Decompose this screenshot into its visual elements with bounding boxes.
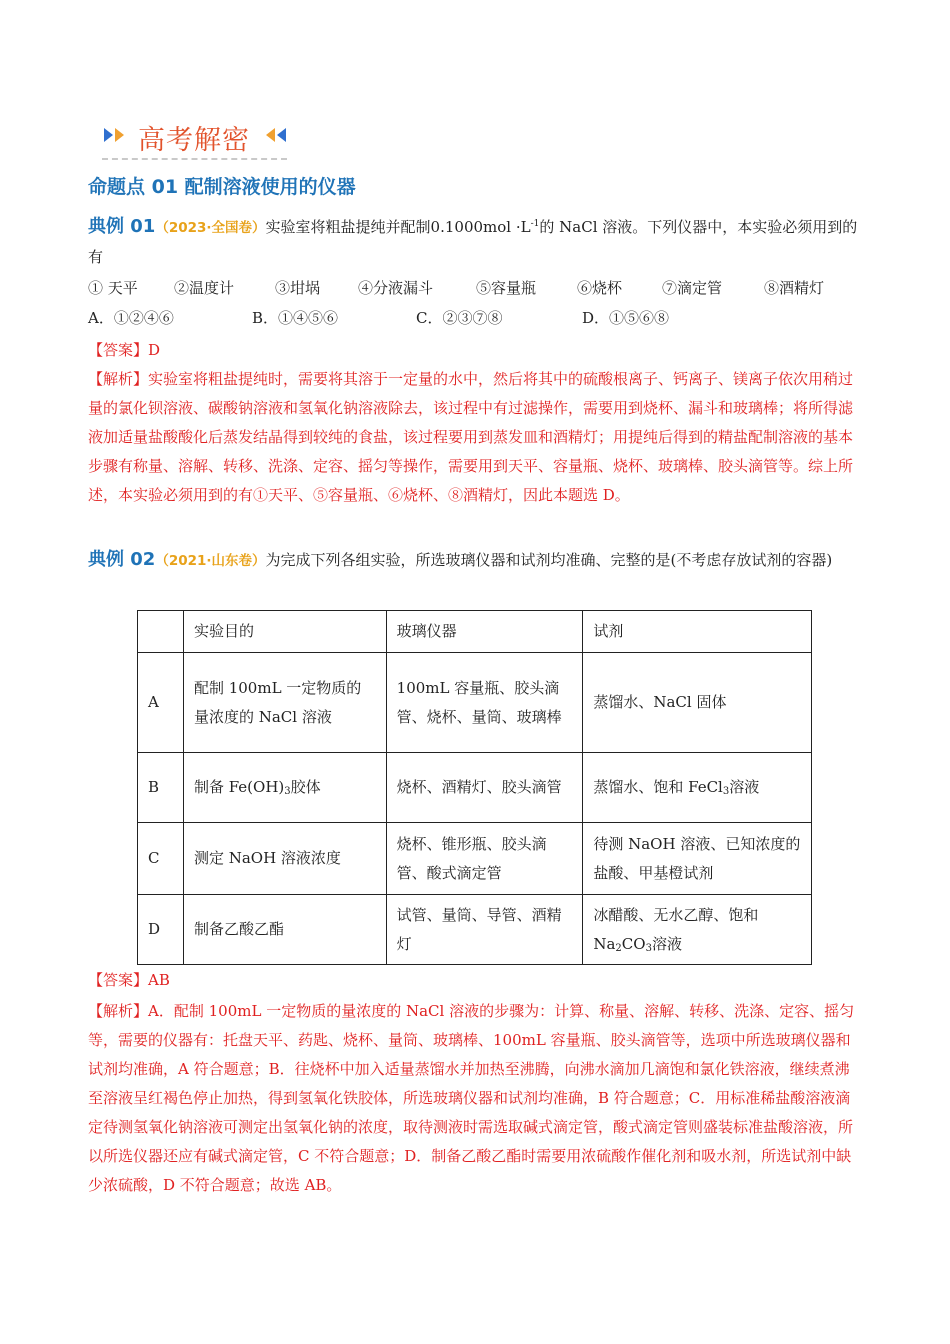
analysis-text: 实验室将粗盐提纯时，需要将其溶于一定量的水中，然后将其中的硫酸根离子、钙离子、镁离子依次用稍过量的氯化钡溶液、碳酸钠溶液和氢氧化钠溶液除去，该过程中有过滤操作，需要用到烧杯、漏斗和玻璃棒；将所得滤液加适量盐酸酸化后蒸发结晶得到较纯的食盐，该过程要用到蒸发皿和酒精灯；用提纯后得到的精盐配制溶液的基本步骤有称量、溶解、转移、洗涤、定容、摇匀等操作，需要用到天平、容量瓶、烧杯、玻璃棒、胶头滴管等。综上所述，本实验必须用到的有①天平、⑤容量瓶、⑥烧杯、⑧酒精灯，因此本题选 D。 — [88, 370, 854, 504]
cell-subscript: 3 — [284, 786, 291, 797]
table-header: 试剂 — [583, 611, 812, 653]
cell-text: 溶液 — [729, 778, 760, 796]
table-cell: C — [138, 823, 184, 895]
table-cell: 烧杯、酒精灯、胶头滴管 — [386, 753, 583, 823]
answer-label: 【答案】 — [88, 971, 149, 989]
cell-text: 蒸馏水、饱和 FeCl — [593, 778, 723, 796]
table-cell: D — [138, 895, 184, 965]
double-right-arrow-icon — [102, 126, 130, 148]
table-row — [138, 753, 812, 823]
banner-divider — [102, 158, 287, 160]
choice-item: A．①②④⑥ — [88, 309, 174, 327]
double-left-arrow-icon — [264, 126, 292, 148]
table-cell: 制备乙酸乙酯 — [183, 895, 386, 965]
example-2-text: 为完成下列各组实验，所选玻璃仪器和试剂均准确、完整的是(不考虑存放试剂的容器) — [265, 551, 833, 569]
example-1-text-a: 实验室将粗盐提纯并配制 — [265, 218, 431, 236]
table-cell — [183, 753, 386, 823]
option-item: ⑥烧杯 — [577, 279, 623, 297]
cell-text: 溶液 — [651, 934, 682, 953]
analysis-label: 【解析】 — [88, 370, 149, 388]
analysis-label: 【解析】 — [88, 1002, 149, 1020]
answer-label: 【答案】 — [88, 341, 149, 359]
table-row — [138, 653, 812, 753]
choice-item: D．①⑤⑥⑧ — [582, 309, 670, 327]
cell-subscript: 3 — [645, 942, 652, 954]
example-1-concentration: 0.1000mol ·L — [430, 218, 531, 236]
table-cell: A — [138, 653, 184, 753]
example-1-choices — [88, 307, 868, 331]
experiment-table — [137, 610, 812, 965]
example-2-label: 典例 02 — [88, 549, 156, 570]
example-2-question — [88, 545, 863, 576]
table-cell — [583, 753, 812, 823]
answer-value: D — [148, 341, 161, 359]
analysis-text: A．配制 100mL 一定物质的量浓度的 NaCl 溶液的步骤为：计算、称量、溶解、转移、洗涤、定容、摇匀等，需要的仪器有：托盘天平、药匙、烧杯、量筒、玻璃棒、100mL 容量瓶、胶头滴管等，选项中所选玻璃仪器和试剂均准确，A 符合题意；B．往烧杯中加入适量蒸馏水并加热至沸腾，向沸水滴加几滴饱和氯化铁溶液，继续煮沸至溶液呈红褐色停止加热，得到氢氧化铁胶体，所选玻璃仪器和试剂均准确，B 符合题意；C．用标准稀盐酸溶液滴定待测氢氧化钠溶液可测定出氢氧化钠的浓度，取待测液时需选取碱式滴定管，酸式滴定管则盛装标准盐酸溶液，所以所选仪器还应有碱式滴定管，C 不符合题意；D．制备乙酸乙酯时需要用浓硫酸作催化剂和吸水剂，所选试剂中缺少浓硫酸，D 不符合题意；故选 AB。 — [88, 1002, 855, 1194]
table-cell: B — [138, 753, 184, 823]
example-2-analysis — [88, 997, 863, 1200]
table-header: 玻璃仪器 — [386, 611, 583, 653]
section-banner — [102, 118, 287, 160]
cell-text: CO — [621, 934, 646, 953]
table-header — [138, 611, 184, 653]
option-item: ②温度计 — [174, 279, 235, 297]
option-item: ① 天平 — [88, 279, 138, 297]
table-row — [138, 823, 812, 895]
option-item: ④分液漏斗 — [358, 279, 434, 297]
option-item: ③坩埚 — [275, 279, 321, 297]
table-cell: 100mL 容量瓶、胶头滴管、烧杯、量筒、玻璃棒 — [386, 653, 583, 753]
choice-item: B．①④⑤⑥ — [252, 309, 339, 327]
option-item: ⑤容量瓶 — [476, 279, 537, 297]
table-header: 实验目的 — [183, 611, 386, 653]
table-header-row — [138, 611, 812, 653]
table-cell: 烧杯、锥形瓶、胶头滴管、酸式滴定管 — [386, 823, 583, 895]
table-cell — [583, 895, 812, 965]
example-1-analysis — [88, 365, 863, 510]
example-1-question — [88, 212, 863, 272]
option-item: ⑧酒精灯 — [764, 279, 825, 297]
table-cell: 蒸馏水、NaCl 固体 — [583, 653, 812, 753]
example-1-answer — [88, 336, 863, 365]
answer-value: AB — [148, 971, 170, 989]
section-title: 命题点 01 配制溶液使用的仪器 — [88, 176, 356, 198]
example-1-superscript: -1 — [530, 219, 540, 229]
example-1-label: 典例 01 — [88, 216, 156, 237]
banner-title: 高考解密 — [138, 125, 250, 156]
table-cell: 待测 NaOH 溶液、已知浓度的盐酸、甲基橙试剂 — [583, 823, 812, 895]
example-2-source: （2021·山东卷） — [155, 553, 266, 569]
cell-text: 制备 Fe(OH) — [193, 778, 285, 796]
example-1-text-b: 的 NaCl 溶液。下列仪器中，本实验必须用到的有 — [88, 218, 858, 266]
cell-text: 冰醋酸、无水乙醇、饱和 Na — [593, 905, 759, 953]
cell-subscript: 3 — [722, 786, 730, 797]
table-cell: 测定 NaOH 溶液浓度 — [183, 823, 386, 895]
example-1-source: （2023·全国卷） — [155, 220, 266, 236]
choice-item: C．②③⑦⑧ — [416, 309, 503, 327]
table-cell: 试管、量筒、导管、酒精灯 — [386, 895, 583, 965]
option-item: ⑦滴定管 — [662, 279, 723, 297]
example-1-options — [88, 277, 868, 301]
table-cell: 配制 100mL 一定物质的量浓度的 NaCl 溶液 — [183, 653, 386, 753]
example-2-answer — [88, 966, 863, 995]
table-row — [138, 895, 812, 965]
cell-subscript: 2 — [615, 942, 622, 954]
cell-text: 胶体 — [290, 778, 321, 796]
